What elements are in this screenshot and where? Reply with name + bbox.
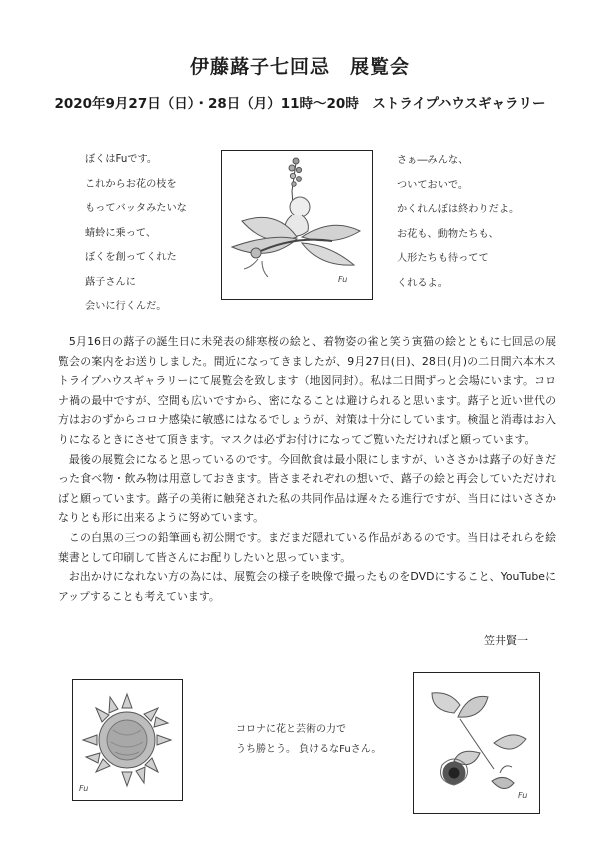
poem-line: 蜻蛉に乗って、 bbox=[85, 227, 157, 239]
dragonfly-rider-illustration bbox=[222, 151, 372, 299]
poem-line: 蕗子さんに bbox=[85, 276, 136, 288]
event-date-venue: 2020年9月27日（日）・28日（月）11時～20時 ストライプハウスギャラリー bbox=[54, 96, 546, 112]
poem-line: くれるよ。 bbox=[397, 277, 448, 289]
body-paragraph: お出かけになれない方の為には、展覧会の様子を映像で撮ったものをDVDにすること、YouTubeにアップすることも考えています。 bbox=[58, 570, 556, 603]
body-paragraph: 5月16日の蕗子の誕生日に未発表の緋寒桜の絵と、着物姿の雀と笑う寅猫の絵とともに七回忌の展覧会の案内をお送りしました。間近になってきましたが、9月27日(日)、28日(月)の二日間六本木ストライプハウスギャラリーにて展覧会を致します（地図同封）。私は二日間ずっと会場にいます。コロナ禍の最中ですが、空間も広いですから、密になることは避けられると思います。蕗子と近い世代の方はおのずからコロナ感染に敏感にはなるでしょうが、対策は十分にしています。検温と消毒はお入りになるときにさせて頂きます。マスクは必ずお付けになってご覧いただければと願っています。 bbox=[58, 335, 556, 446]
poem-line: ぼくはFuです。 bbox=[85, 154, 158, 165]
drawing-flowers bbox=[413, 672, 540, 814]
sunflower-illustration bbox=[73, 680, 182, 800]
poem-line: 人形たちも待ってて bbox=[397, 253, 489, 264]
caption-line: コロナに花と芸術の力で bbox=[236, 724, 346, 735]
page-title: 伊藤蕗子七回忌 展覧会 bbox=[189, 56, 410, 78]
body-paragraph: この白黒の三つの鉛筆画も初公開です。まだまだ隠れている作品があるのです。当日はそれらを絵葉書として印刷して皆さんにお配りしたいと思っています。 bbox=[58, 530, 556, 564]
caption-line: うち勝とう。 負けるなFuさん。 bbox=[236, 744, 382, 755]
poem-line: これからお花の枝を bbox=[85, 178, 177, 190]
letter-body bbox=[58, 332, 556, 606]
artist-signature: Fu bbox=[338, 275, 348, 284]
poem-right bbox=[397, 149, 519, 296]
poem-line: もってバッタみたいな bbox=[85, 203, 187, 214]
drawing-fu-dragonfly bbox=[221, 150, 373, 300]
poem-line: ぼくを創ってくれた bbox=[85, 252, 177, 263]
poem-line: かくれんぼは終わりだよ。 bbox=[397, 204, 520, 215]
author-name: 笠井賢一 bbox=[484, 634, 528, 647]
poem-line: さぁ―みんな、 bbox=[397, 155, 469, 166]
poem-left bbox=[85, 148, 187, 320]
poem-line: 会いに行くんだ。 bbox=[85, 301, 167, 312]
artist-signature: Fu bbox=[518, 791, 528, 800]
artist-signature: Fu bbox=[79, 784, 89, 793]
drawing-sunflower bbox=[72, 679, 183, 801]
poem-line: お花も、動物たちも、 bbox=[397, 228, 499, 240]
closing-caption bbox=[236, 720, 396, 760]
poem-line: ついておいで。 bbox=[397, 179, 469, 191]
body-paragraph: 最後の展覧会になると思っているのです。今回飲食は最小限にしますが、いささかは蕗子の好きだった食べ物・飲み物は用意しておきます。皆さまそれぞれの想いで、蕗子の絵と再会していただければと願っています。蕗子の美術に触発された私の共同作品は遅々たる進行ですが、当日にはいささかなりとも形に出来るように努めています。 bbox=[58, 452, 556, 525]
